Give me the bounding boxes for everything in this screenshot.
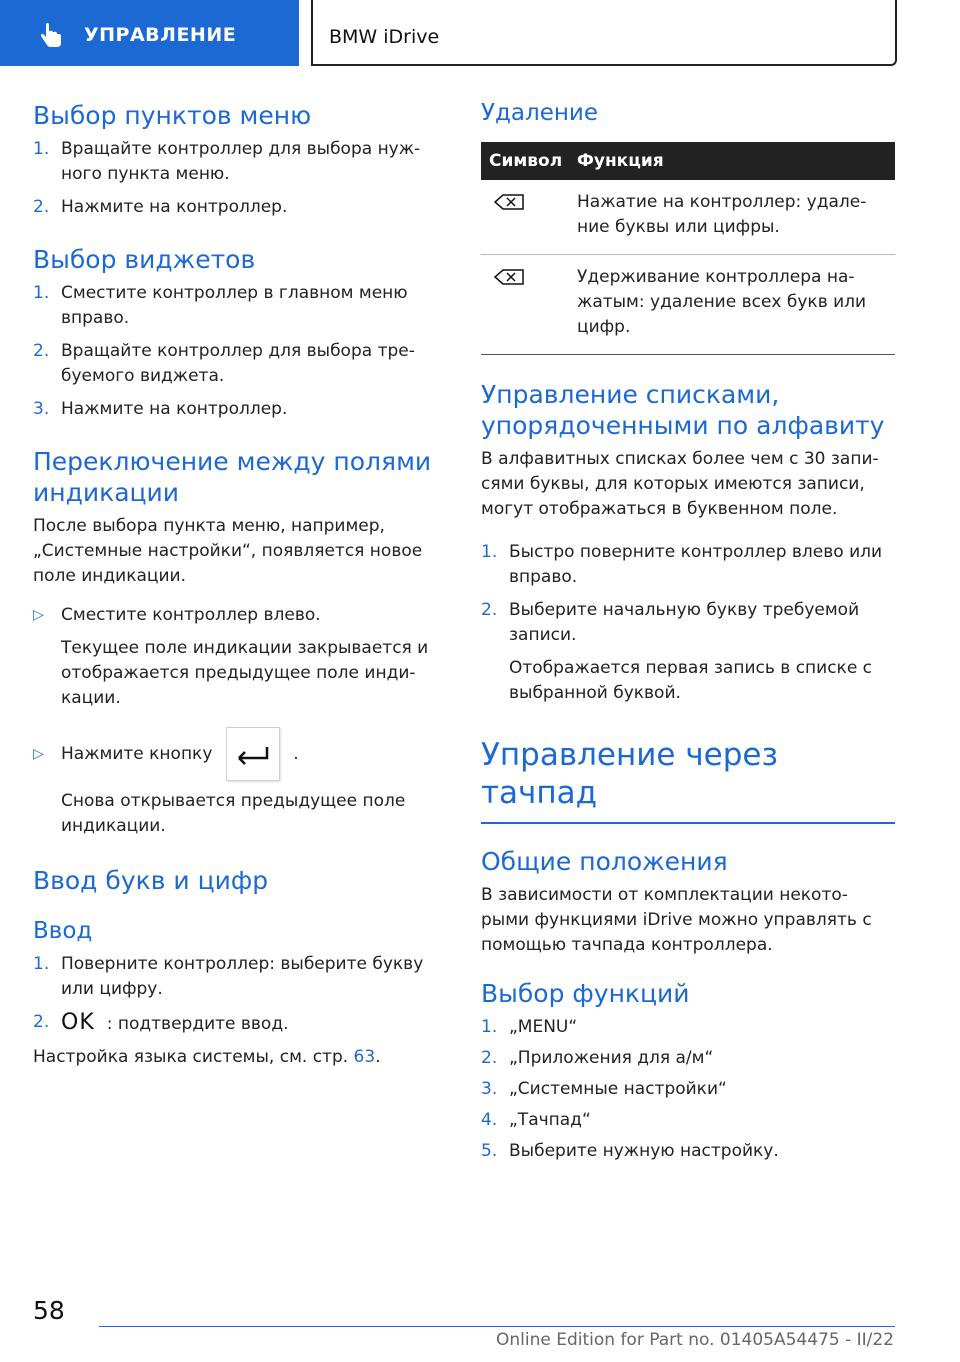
step-number: 2. — [33, 1012, 50, 1032]
step-number: 1. — [33, 139, 50, 159]
note-text: Настройка языка системы, см. стр. — [33, 1047, 349, 1067]
step-text-after: : подтвердите ввод. — [106, 1014, 289, 1034]
list-item — [481, 1139, 895, 1164]
step-result: Отображается первая запись в списке с выбранной буквой. — [509, 658, 873, 703]
delete-section-title: Удаление — [481, 100, 598, 126]
list-item — [481, 598, 895, 648]
lists-section-title: Управление списками, упорядоченными по алфавиту — [481, 380, 885, 440]
page-number: 58 — [33, 1296, 65, 1325]
touchpad-chapter-title: Управление через тачпад — [481, 737, 778, 811]
step-text: Выберите начальную букву требуемой записи. — [509, 600, 860, 645]
backspace-icon — [489, 267, 569, 287]
step-number: 1. — [481, 1017, 498, 1037]
widgets-section-title: Выбор виджетов — [33, 245, 256, 274]
step-text: „MENU“ — [509, 1017, 578, 1037]
table-row — [481, 180, 895, 255]
triangle-bullet-icon: ▷ — [33, 607, 44, 623]
backspace-icon — [489, 192, 569, 212]
step-number: 1. — [481, 542, 498, 562]
list-item — [481, 540, 895, 590]
list-item — [33, 603, 445, 628]
table-cell-function: Нажатие на контроллер: удале-ние буквы или цифры. — [569, 180, 895, 255]
step-text: Выберите нужную настройку. — [509, 1141, 779, 1161]
step-text: „Системные настройки“ — [509, 1079, 727, 1099]
footer-divider — [99, 1326, 895, 1327]
input-section-title: Ввод букв и цифр — [33, 866, 269, 895]
step-text: Поверните контроллер: выберите букву или цифру. — [61, 954, 424, 999]
note-end: . — [375, 1047, 381, 1067]
step-number: 4. — [481, 1110, 498, 1130]
list-item — [33, 339, 445, 389]
list-item — [481, 1015, 895, 1040]
title-divider — [481, 822, 895, 824]
step-number: 2. — [33, 341, 50, 361]
bullet-text-before: Нажмите кнопку — [61, 744, 213, 764]
symbol-table — [481, 142, 895, 355]
triangle-bullet-icon: ▷ — [33, 745, 44, 762]
input-subsection-title: Ввод — [33, 918, 93, 944]
language-note — [33, 1045, 445, 1070]
switch-section-title: Переключение между полями индикации — [33, 447, 432, 507]
list-item — [481, 1108, 895, 1133]
hand-pointer-icon — [38, 22, 66, 50]
step-number: 2. — [33, 197, 50, 217]
list-item — [33, 281, 445, 331]
list-item — [33, 195, 445, 220]
step-number: 1. — [33, 283, 50, 303]
table-header-function: Функция — [569, 142, 895, 180]
list-item — [33, 727, 445, 781]
bullet-text-after: . — [293, 744, 299, 764]
step-number: 1. — [33, 954, 50, 974]
section-tab — [0, 0, 299, 66]
bullet-text: Сместите контроллер влево. — [61, 605, 321, 625]
menu-section-title: Выбор пунктов меню — [33, 101, 312, 130]
list-item — [33, 137, 445, 187]
list-item — [33, 397, 445, 422]
step-number: 3. — [33, 399, 50, 419]
step-number: 2. — [481, 1048, 498, 1068]
lists-intro: В алфавитных списках более чем с 30 запи-сями буквы, для которых имеются записи, могут отображаться в буквенном поле. — [481, 449, 879, 519]
step-number: 5. — [481, 1141, 498, 1161]
step-text: Вращайте контроллер для выбора тре-буемого виджета. — [61, 341, 415, 386]
list-item — [33, 1010, 445, 1037]
step-text: Сместите контроллер в главном меню вправо. — [61, 283, 408, 328]
chapter-tab — [311, 0, 897, 66]
left-column — [33, 100, 445, 1070]
list-item — [33, 952, 445, 1002]
footer-edition: Online Edition for Part no. 01405A54475 - II/22 — [495, 1330, 894, 1350]
step-text: Вращайте контроллер для выбора нуж-ного пункта меню. — [61, 139, 421, 184]
step-text: Нажмите на контроллер. — [61, 399, 288, 419]
switch-intro: После выбора пункта меню, например, „Системные настройки“, появляется новое поле индикации. — [33, 516, 423, 586]
bullet-result: Текущее поле индикации закрывается и отображается предыдущее поле инди-кации. — [61, 638, 429, 708]
back-button-image — [226, 727, 280, 781]
back-arrow-icon — [227, 728, 279, 780]
step-text: „Тачпад“ — [509, 1110, 591, 1130]
step-number: 3. — [481, 1079, 498, 1099]
list-item — [481, 1046, 895, 1071]
step-text: „Приложения для а/м“ — [509, 1048, 714, 1068]
table-cell-function: Удерживание контроллера на-жатым: удаление всех букв или цифр. — [569, 255, 895, 355]
step-text: Нажмите на контроллер. — [61, 197, 288, 217]
table-header-symbol: Символ — [481, 142, 569, 180]
list-item — [481, 1077, 895, 1102]
functions-section-title: Выбор функций — [481, 979, 690, 1008]
table-cell-symbol — [481, 180, 569, 255]
general-section-title: Общие положения — [481, 847, 728, 876]
table-cell-symbol — [481, 255, 569, 355]
chapter-label: BMW iDrive — [329, 26, 440, 48]
ok-symbol: OK — [61, 1010, 95, 1035]
step-text: Быстро поверните контроллер влево или вправо. — [509, 542, 883, 587]
step-number: 2. — [481, 600, 498, 620]
page-link[interactable]: 63 — [353, 1047, 376, 1067]
section-label: УПРАВЛЕНИЕ — [84, 24, 237, 46]
bullet-text — [61, 727, 445, 781]
bullet-result: Снова открывается предыдущее поле индикации. — [61, 791, 406, 836]
table-row — [481, 255, 895, 355]
general-text: В зависимости от комплектации некото-рыми функциями iDrive можно управлять с помощью тачпада контроллера. — [481, 885, 872, 955]
right-column — [481, 98, 895, 1164]
step-text — [61, 1010, 445, 1037]
